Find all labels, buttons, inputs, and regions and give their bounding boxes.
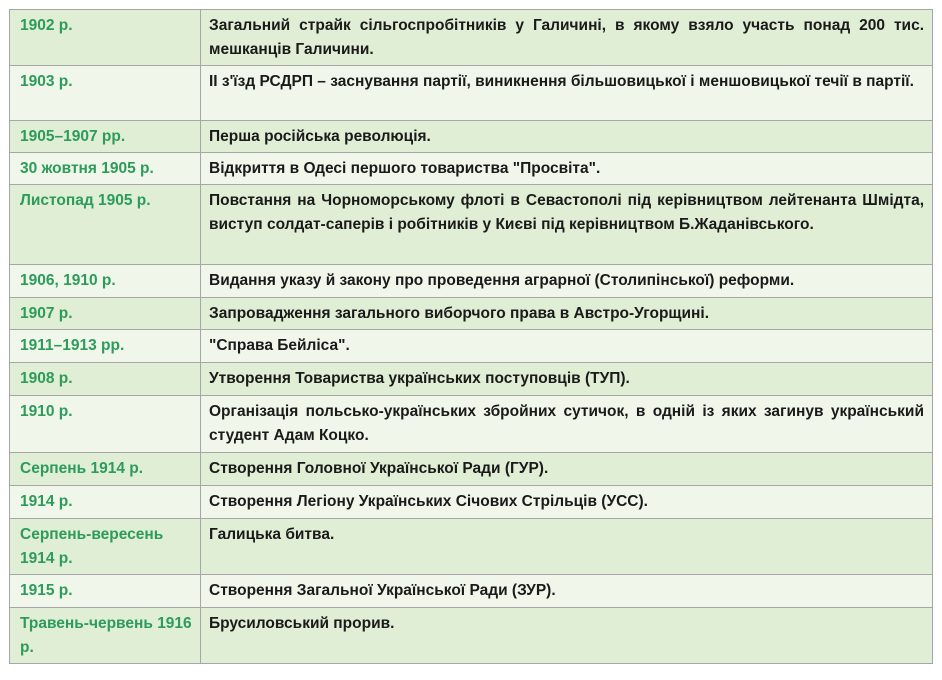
event-cell: II з'їзд РСДРП – заснування партії, виникнення більшовицької і меншовицької течії в партії. xyxy=(201,66,933,121)
date-cell: 1907 р. xyxy=(10,298,201,330)
event-cell: Створення Легіону Українських Січових Стрільців (УСС). xyxy=(201,486,933,519)
table-row xyxy=(10,10,933,66)
table-row xyxy=(10,486,933,519)
timeline-body xyxy=(10,10,933,664)
date-cell: 1911–1913 рр. xyxy=(10,330,201,363)
date-cell: Серпень 1914 р. xyxy=(10,453,201,486)
event-cell: Загальний страйк сільгоспробітників у Галичині, в якому взяло участь понад 200 тис. мешканців Галичини. xyxy=(201,10,933,66)
date-cell: 1902 р. xyxy=(10,10,201,66)
table-row xyxy=(10,396,933,453)
event-cell: "Справа Бейліса". xyxy=(201,330,933,363)
table-row xyxy=(10,519,933,575)
event-cell: Запровадження загального виборчого права в Австро-Угорщині. xyxy=(201,298,933,330)
table-row xyxy=(10,66,933,121)
event-cell: Створення Загальної Української Ради (ЗУР). xyxy=(201,575,933,608)
table-row xyxy=(10,121,933,153)
date-cell: Листопад 1905 р. xyxy=(10,185,201,265)
event-cell: Перша російська революція. xyxy=(201,121,933,153)
date-cell: 1906, 1910 р. xyxy=(10,265,201,298)
date-cell: 1914 р. xyxy=(10,486,201,519)
table-row xyxy=(10,265,933,298)
event-cell: Організація польсько-українських збройних сутичок, в одній із яких загинув український студент Адам Коцко. xyxy=(201,396,933,453)
event-cell: Галицька битва. xyxy=(201,519,933,575)
table-row xyxy=(10,330,933,363)
event-cell: Утворення Товариства українських поступовців (ТУП). xyxy=(201,363,933,396)
table-row xyxy=(10,185,933,265)
event-cell: Повстання на Чорноморському флоті в Севастополі під керівництвом лейтенанта Шмідта, виступ солдат-саперів і робітників у Києві під керівництвом Б.Жаданівського. xyxy=(201,185,933,265)
timeline-table xyxy=(9,9,933,664)
event-cell: Створення Головної Української Ради (ГУР). xyxy=(201,453,933,486)
date-cell: 1908 р. xyxy=(10,363,201,396)
event-cell: Відкриття в Одесі першого товариства "Просвіта". xyxy=(201,153,933,185)
table-row xyxy=(10,153,933,185)
table-row xyxy=(10,575,933,608)
event-cell: Брусиловський прорив. xyxy=(201,608,933,664)
date-cell: Травень-червень 1916 р. xyxy=(10,608,201,664)
date-cell: 30 жовтня 1905 р. xyxy=(10,153,201,185)
table-row xyxy=(10,608,933,664)
date-cell: 1903 р. xyxy=(10,66,201,121)
date-cell: 1905–1907 рр. xyxy=(10,121,201,153)
event-cell: Видання указу й закону про проведення аграрної (Столипінської) реформи. xyxy=(201,265,933,298)
date-cell: 1910 р. xyxy=(10,396,201,453)
date-cell: 1915 р. xyxy=(10,575,201,608)
date-cell: Серпень-вересень 1914 р. xyxy=(10,519,201,575)
table-row xyxy=(10,363,933,396)
table-row xyxy=(10,453,933,486)
table-row xyxy=(10,298,933,330)
